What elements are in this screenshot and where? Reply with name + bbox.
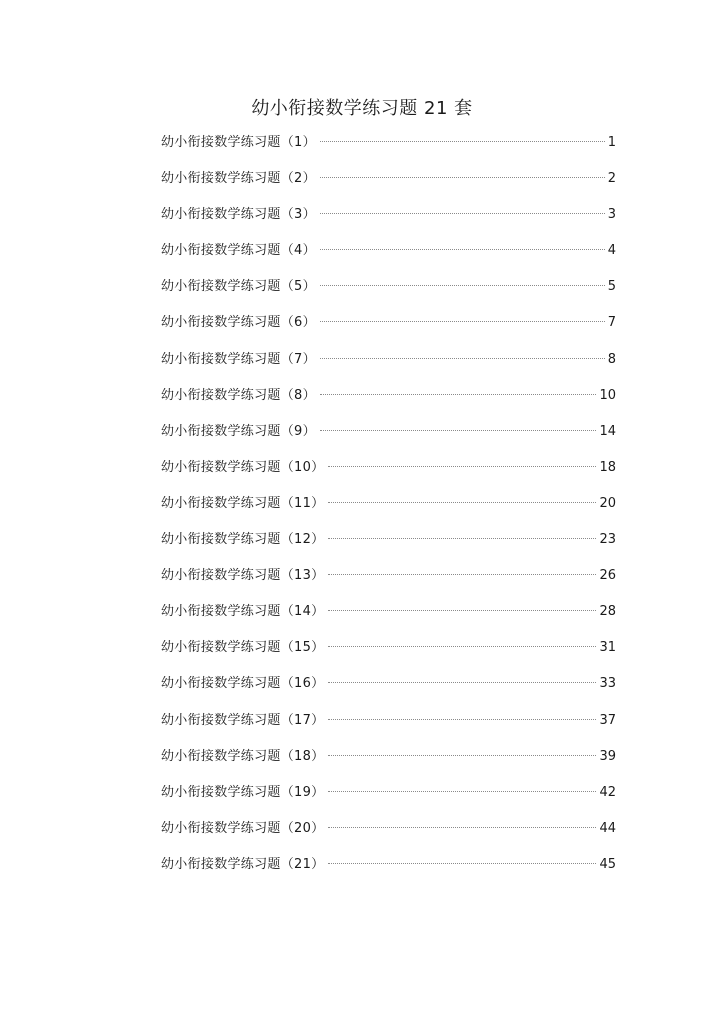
toc-page-number: 23 xyxy=(599,532,616,548)
toc-entry[interactable] xyxy=(161,421,616,457)
toc-page-number: 28 xyxy=(599,604,616,620)
toc-dot-leader xyxy=(320,249,605,250)
toc-dot-leader xyxy=(328,827,596,828)
toc-dot-leader xyxy=(320,141,605,142)
toc-entry-label: 幼小衔接数学练习题（3） xyxy=(161,207,316,223)
toc-entry-label: 幼小衔接数学练习题（9） xyxy=(161,423,316,439)
toc-dot-leader xyxy=(328,610,596,611)
toc-entry[interactable] xyxy=(161,673,616,709)
toc-page-number: 37 xyxy=(599,712,616,728)
toc-entry-label: 幼小衔接数学练习题（13） xyxy=(161,568,325,584)
table-of-contents xyxy=(161,132,616,890)
toc-entry-label: 幼小衔接数学练习题（18） xyxy=(161,748,325,764)
toc-dot-leader xyxy=(320,394,597,395)
toc-entry[interactable] xyxy=(161,240,616,276)
toc-entry[interactable] xyxy=(161,132,616,168)
toc-page-number: 26 xyxy=(599,568,616,584)
toc-entry-label: 幼小衔接数学练习题（20） xyxy=(161,820,325,836)
toc-dot-leader xyxy=(328,791,596,792)
toc-entry-label: 幼小衔接数学练习题（12） xyxy=(161,532,325,548)
toc-entry-label: 幼小衔接数学练习题（14） xyxy=(161,604,325,620)
toc-entry-label: 幼小衔接数学练习题（16） xyxy=(161,676,325,692)
toc-page-number: 10 xyxy=(599,387,616,403)
toc-page-number: 45 xyxy=(599,856,616,872)
toc-entry[interactable] xyxy=(161,818,616,854)
toc-entry[interactable] xyxy=(161,349,616,385)
toc-entry-label: 幼小衔接数学练习题（19） xyxy=(161,784,325,800)
toc-dot-leader xyxy=(328,719,596,720)
toc-entry[interactable] xyxy=(161,565,616,601)
toc-entry-label: 幼小衔接数学练习题（8） xyxy=(161,387,316,403)
toc-page-number: 44 xyxy=(599,820,616,836)
toc-page-number: 39 xyxy=(599,748,616,764)
toc-entry[interactable] xyxy=(161,854,616,890)
toc-entry-label: 幼小衔接数学练习题（11） xyxy=(161,495,325,511)
toc-dot-leader xyxy=(320,430,597,431)
toc-dot-leader xyxy=(328,538,596,539)
toc-dot-leader xyxy=(320,358,605,359)
toc-page-number: 7 xyxy=(607,315,616,331)
toc-entry-label: 幼小衔接数学练习题（21） xyxy=(161,856,325,872)
toc-entry[interactable] xyxy=(161,493,616,529)
toc-entry-label: 幼小衔接数学练习题（10） xyxy=(161,459,325,475)
toc-entry[interactable] xyxy=(161,168,616,204)
toc-dot-leader xyxy=(320,177,605,178)
toc-dot-leader xyxy=(320,321,605,322)
toc-entry-label: 幼小衔接数学练习题（15） xyxy=(161,640,325,656)
toc-entry-label: 幼小衔接数学练习题（4） xyxy=(161,243,316,259)
toc-entry[interactable] xyxy=(161,637,616,673)
toc-page-number: 3 xyxy=(607,207,616,223)
toc-page-number: 8 xyxy=(607,351,616,367)
toc-entry-label: 幼小衔接数学练习题（7） xyxy=(161,351,316,367)
toc-dot-leader xyxy=(328,682,596,683)
toc-page-number: 42 xyxy=(599,784,616,800)
document-title: 幼小衔接数学练习题 21 套 xyxy=(251,98,473,119)
toc-page-number: 20 xyxy=(599,495,616,511)
toc-entry[interactable] xyxy=(161,529,616,565)
toc-page-number: 33 xyxy=(599,676,616,692)
toc-page-number: 1 xyxy=(607,135,616,150)
toc-dot-leader xyxy=(328,574,596,575)
toc-dot-leader xyxy=(328,755,596,756)
toc-dot-leader xyxy=(320,213,605,214)
toc-entry[interactable] xyxy=(161,312,616,348)
toc-entry[interactable] xyxy=(161,782,616,818)
toc-dot-leader xyxy=(328,646,596,647)
toc-page-number: 14 xyxy=(599,423,616,439)
toc-entry[interactable] xyxy=(161,746,616,782)
toc-entry-label: 幼小衔接数学练习题（1） xyxy=(161,135,316,150)
toc-page-number: 5 xyxy=(607,279,616,295)
toc-page-number: 31 xyxy=(599,640,616,656)
toc-page-number: 4 xyxy=(607,243,616,259)
toc-dot-leader xyxy=(328,466,596,467)
toc-dot-leader xyxy=(320,285,605,286)
toc-entry-label: 幼小衔接数学练习题（5） xyxy=(161,279,316,295)
toc-entry[interactable] xyxy=(161,601,616,637)
toc-entry[interactable] xyxy=(161,710,616,746)
toc-dot-leader xyxy=(328,863,596,864)
toc-page-number: 2 xyxy=(607,171,616,187)
toc-entry[interactable] xyxy=(161,204,616,240)
toc-entry-label: 幼小衔接数学练习题（2） xyxy=(161,171,316,187)
toc-page-number: 18 xyxy=(599,459,616,475)
toc-entry[interactable] xyxy=(161,276,616,312)
toc-dot-leader xyxy=(328,502,596,503)
toc-entry-label: 幼小衔接数学练习题（17） xyxy=(161,712,325,728)
toc-entry-label: 幼小衔接数学练习题（6） xyxy=(161,315,316,331)
toc-entry[interactable] xyxy=(161,385,616,421)
toc-entry[interactable] xyxy=(161,457,616,493)
